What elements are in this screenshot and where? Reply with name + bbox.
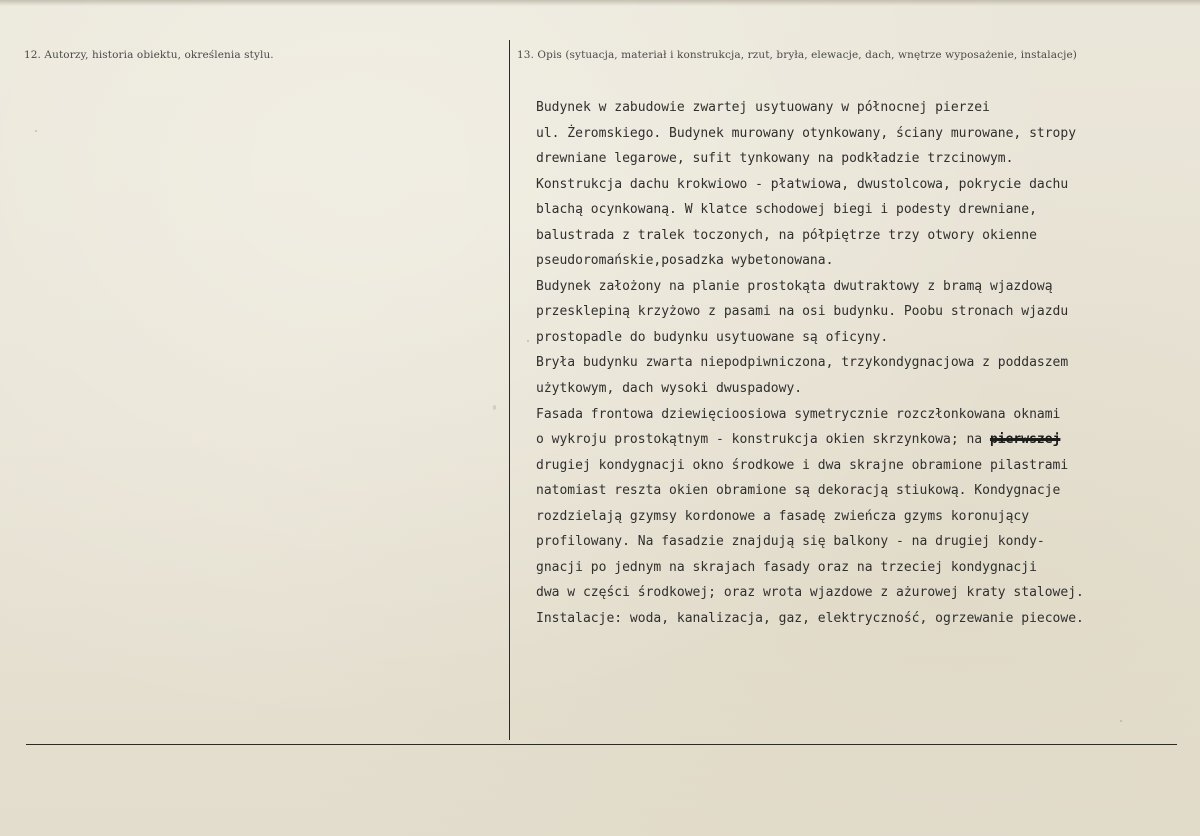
- section-12-heading: 12. Autorzy, historia obiektu, określenia stylu.: [24, 49, 274, 61]
- description-line: Bryła budynku zwarta niepodpiwniczona, trzykondygnacjowa z poddaszem: [536, 355, 1069, 371]
- description-line: gnacji po jednym na skrajach fasady oraz na trzeciej kondygnacji: [536, 559, 1037, 575]
- struck-out-word: pierwszej: [989, 432, 1061, 448]
- description-line: Konstrukcja dachu krokwiowo - płatwiowa, dwustolcowa, pokrycie dachu: [536, 176, 1069, 192]
- section-13-heading: 13. Opis (sytuacja, materiał i konstrukcja, rzut, bryła, elewacje, dach, wnętrze wyposażenie, instalacje): [517, 49, 1077, 61]
- description-line: balustrada z tralek toczonych, na półpiętrze trzy otwory okienne: [536, 227, 1037, 243]
- description-line: Instalacje: woda, kanalizacja, gaz, elektryczność, ogrzewanie piecowe.: [536, 610, 1084, 626]
- description-line: drewniane legarowe, sufit tynkowany na podkładzie trzcinowym.: [536, 151, 1014, 167]
- description-line: natomiast reszta okien obramione są dekoracją stiukową. Kondygnacje: [536, 483, 1061, 499]
- description-line: Budynek w zabudowie zwartej usytuowany w północnej pierzei: [536, 100, 990, 115]
- description-line: dwa w części środkowej; oraz wrota wjazdowe z ażurowej kraty stalowej.: [536, 585, 1084, 601]
- description-line: drugiej kondygnacji okno środkowe i dwa skrajne obramione pilastrami: [536, 457, 1069, 473]
- section-13-description: [536, 95, 1186, 631]
- description-line: pseudoromańskie,posadzka wybetonowana.: [536, 253, 834, 269]
- description-line: Fasada frontowa dziewięcioosiowa symetrycznie rozczłonkowana oknami: [536, 406, 1061, 422]
- description-line: rozdzielają gzymsy kordonowe a fasadę zwieńcza gzyms koronujący: [536, 508, 1030, 524]
- description-line: przesklepiną krzyżowo z pasami na osi budynku. Poobu stronach wjazdu: [536, 304, 1069, 320]
- description-line: użytkowym, dach wysoki dwuspadowy.: [536, 381, 803, 397]
- bottom-divider: [26, 744, 1177, 745]
- paper-speck: [493, 405, 496, 410]
- description-line: Budynek założony na planie prostokąta dwutraktowy z bramą wjazdową: [536, 278, 1053, 294]
- column-divider: [509, 40, 510, 740]
- description-line: blachą ocynkowaną. W klatce schodowej biegi i podesty drewniane,: [536, 202, 1037, 218]
- description-line: profilowany. Na fasadzie znajdują się balkony - na drugiej kondy-: [536, 534, 1045, 550]
- description-line: ul. Żeromskiego. Budynek murowany otynkowany, ściany murowane, stropy: [536, 125, 1077, 141]
- description-line: prostopadle do budynku usytuowane są oficyny.: [536, 329, 889, 345]
- description-line-with-strikeout: [536, 427, 1186, 453]
- paper-speck: [35, 130, 37, 132]
- description-line-text: o wykroju prostokątnym - konstrukcja okien skrzynkowa; na: [536, 432, 983, 448]
- paper-top-edge: [0, 0, 1200, 6]
- paper-speck: [1120, 720, 1122, 722]
- paper-speck: [527, 340, 529, 342]
